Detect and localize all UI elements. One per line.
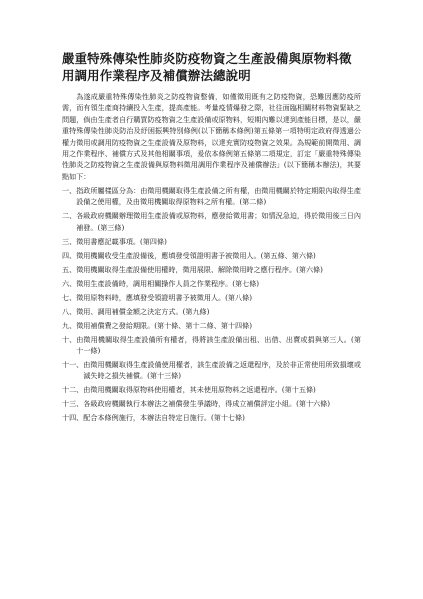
item-text: 由徵用機關取得原物料使用權者，其未使用原物料之返還程序。(第十五條) bbox=[83, 385, 316, 395]
provisions-list bbox=[62, 185, 361, 424]
list-item bbox=[62, 292, 361, 303]
list-item bbox=[62, 320, 361, 331]
list-item bbox=[62, 306, 361, 317]
list-item bbox=[62, 398, 361, 409]
item-number: 一、 bbox=[62, 185, 77, 195]
list-item bbox=[62, 264, 361, 275]
item-text: 徵用生產設備時，調用相關操作人員之作業程序。(第七條) bbox=[76, 278, 260, 288]
item-text: 由徵用機關取得生產設備所有權者，得將該生產設備出租、出借、出賣或捐與第三人。(第十一條) bbox=[76, 334, 361, 356]
item-number: 十四、 bbox=[62, 413, 84, 423]
list-item bbox=[62, 210, 361, 233]
list-item bbox=[62, 236, 361, 247]
item-text: 徵用書應記載事項。(第四條) bbox=[76, 236, 167, 246]
list-item bbox=[62, 412, 361, 423]
document-title: 嚴重特殊傳染性肺炎防疫物資之生產設備與原物料徵用調用作業程序及補償辦法總說明 bbox=[62, 51, 352, 83]
item-text: 各級政府機關執行本辦法之補償發生爭議時，得成立補償評定小組。(第十六條) bbox=[83, 399, 331, 409]
item-number: 十三、 bbox=[62, 399, 84, 409]
item-number: 二、 bbox=[62, 211, 77, 221]
item-number: 十二、 bbox=[62, 385, 84, 395]
intro-paragraph: 為遂成嚴重特殊傳染性肺炎之防疫物資整備，如僅徵用既有之防疫物資，恐難因應防疫所需，而有領生產商持續投入生產，提高產能。考量疫情爆發之際，社往面臨相關材料物資緊缺之問題，倘由生產者自行購買防疫物資之生產設備或原物料，短期內難以達到產能目標，是以，嚴重特殊傳染性肺炎防治及紓困振興特別條例(以下簡稱本條例)第五條第一項特明定政府得透過公權力徵用或調用防疫物資之生產設備及原物料，以達充實防疫物資之效果。為規範前開徵用、調用之作業程序、補償方式及其他相關事項，爰依本條例第五條第二項規定，訂定「嚴重特殊傳染性肺炎之防疫物資之生產設備與原物料徵用調用作業程序及補償辦法」(以下簡稱本辦法)，其要點如下： bbox=[62, 92, 361, 181]
list-item bbox=[62, 384, 361, 395]
item-text: 徵用原物料時，應填發受領證明書予被徵用人。(第八條) bbox=[76, 292, 252, 302]
list-item bbox=[62, 185, 361, 208]
item-number: 八、 bbox=[62, 306, 77, 316]
item-text: 徵用、調用補償金額之決定方式。(第九條) bbox=[76, 306, 210, 316]
item-number: 五、 bbox=[62, 264, 77, 274]
item-text: 徵用補償費之發給期限。(第十條、第十二條、第十四條) bbox=[76, 320, 252, 330]
item-number: 七、 bbox=[62, 292, 77, 302]
item-text: 配合本條例施行，本辦法自特定日施行。(第十七條) bbox=[83, 413, 245, 423]
item-text: 指政所屬樣區分為：由徵用機關取得生產設備之所有權，由徵用機關於特定期限內取得生產設備之使用權，及由徵用機關取得原物料之所有權。(第二條) bbox=[76, 185, 361, 207]
item-number: 三、 bbox=[62, 236, 77, 246]
item-number: 十、 bbox=[62, 334, 77, 344]
list-item bbox=[62, 359, 361, 382]
item-number: 六、 bbox=[62, 278, 77, 288]
item-number: 九、 bbox=[62, 320, 77, 330]
item-text: 各級政府機關辦理徵用生產設備或原物料，應發給徵用書；如情況急迫，得於徵用後三日內補發。(第三條) bbox=[76, 211, 361, 232]
item-number: 十一、 bbox=[62, 360, 84, 370]
list-item bbox=[62, 334, 361, 357]
item-text: 徵用機關收受生產設備後，應填發受領證明書予被徵用人。(第五條、第六條) bbox=[76, 250, 316, 260]
item-text: 徵用機關取得生產設備使用權時，徵用展限、解除徵用時之應行程序。(第六條) bbox=[76, 264, 323, 274]
list-item bbox=[62, 250, 361, 261]
item-text: 由徵用機關取得生產設備使用權者，該生產設備之返還程序，及於非正常使用所致損壞或滅失時之損失補償。(第十三條) bbox=[83, 360, 361, 381]
item-number: 四、 bbox=[62, 250, 77, 260]
list-item bbox=[62, 278, 361, 289]
